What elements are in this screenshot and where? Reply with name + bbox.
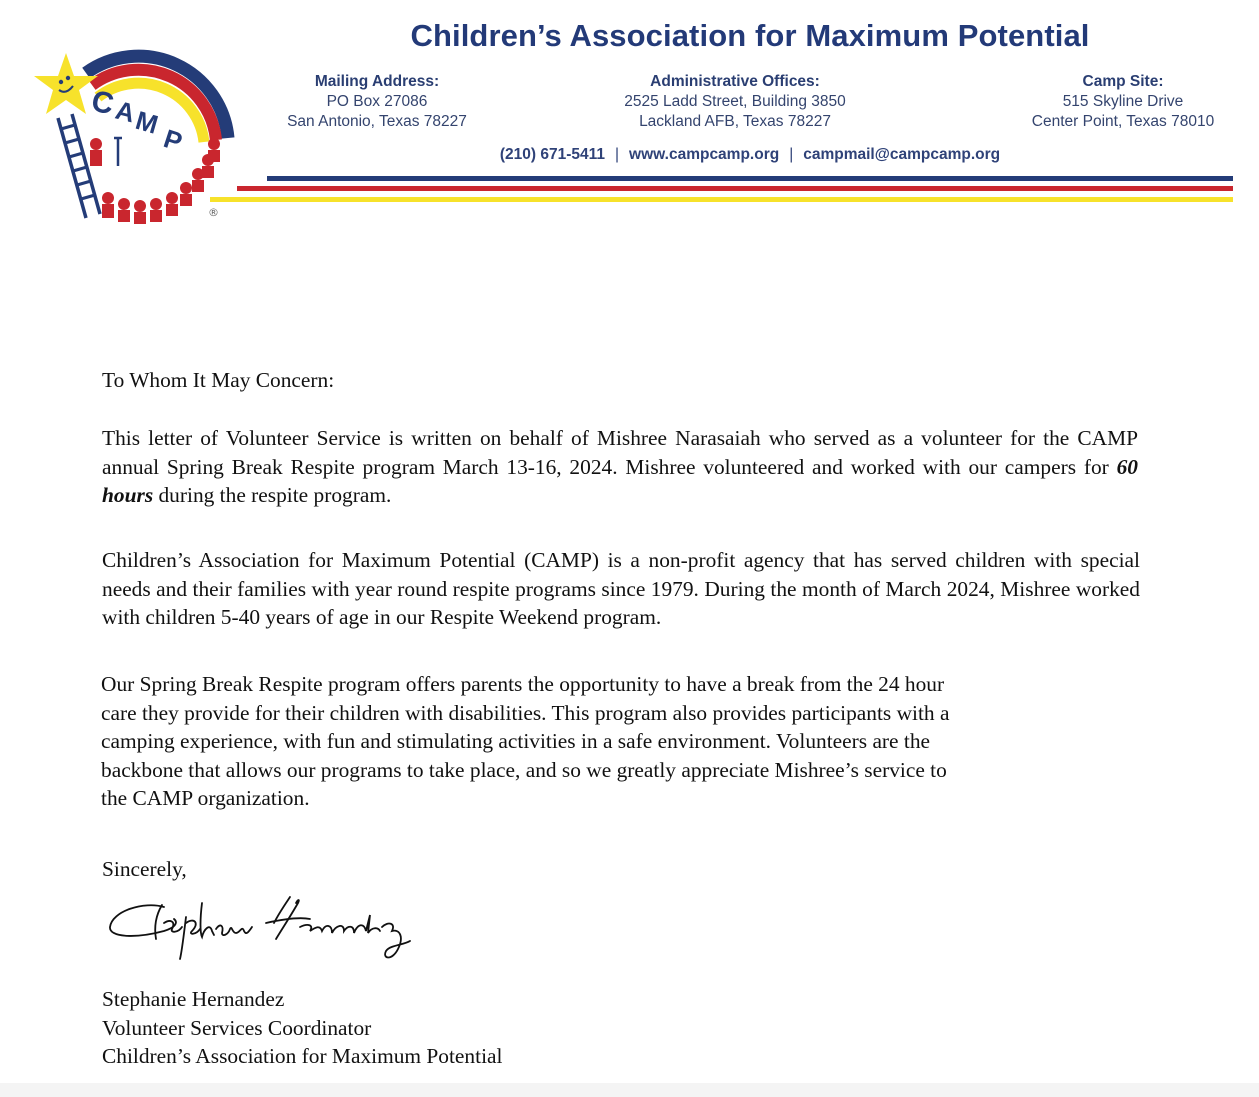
mailing-address-heading: Mailing Address:	[314, 73, 440, 90]
org-title: Children’s Association for Maximum Potential	[410, 18, 1090, 53]
page-bottom-edge	[0, 1083, 1259, 1097]
svg-text:M: M	[132, 104, 162, 140]
email-link[interactable]: campmail@campcamp.org	[803, 146, 1001, 163]
camp-logo-icon	[28, 28, 238, 228]
paragraph-spring-break-program	[101, 670, 1101, 813]
signature-icon	[104, 893, 424, 973]
signer-organization: Children’s Association for Maximum Potential	[102, 1044, 503, 1068]
phone-number: (210) 671-5411	[499, 146, 606, 163]
mailing-address	[262, 72, 492, 132]
stripe-blue	[267, 176, 1233, 181]
camp-site-line1: 515 Skyline Drive	[1062, 93, 1184, 110]
signer-name: Stephanie Hernandez	[102, 987, 285, 1011]
paragraph-line: backbone that allows our programs to take place, and so we greatly appreciate Mishree’s service to	[101, 757, 947, 782]
separator: |	[789, 146, 794, 163]
stripe-red	[237, 186, 1233, 191]
separator: |	[615, 146, 620, 163]
mailing-address-line1: PO Box 27086	[326, 93, 428, 110]
signer-title: Volunteer Services Coordinator	[102, 1015, 372, 1040]
closing: Sincerely,	[102, 857, 187, 881]
signer-block	[102, 985, 1142, 1071]
paragraph-line: care they provide for their children with disabilities. This program also provides participants with a	[101, 700, 950, 725]
hours-emphasis: 60 hours	[102, 454, 1138, 507]
paragraph-volunteer-service	[102, 424, 1138, 510]
website-link[interactable]: www.campcamp.org	[629, 146, 780, 163]
paragraph-line: Our Spring Break Respite program offers parents the opportunity to have a break from the 24 hour	[101, 672, 945, 696]
admin-offices-line1: 2525 Ladd Street, Building 3850	[624, 93, 846, 110]
mailing-address-line2: San Antonio, Texas 78227	[287, 113, 467, 130]
signature	[104, 893, 424, 973]
camp-site-address	[1008, 72, 1238, 132]
paragraph-about-camp: Children’s Association for Maximum Potential (CAMP) is a non-profit agency that has served children with special needs and their families with year round respite programs since 1979. During the month of March 2024, Mishree worked with children 5-40 years of age in our Respite Weekend program.	[102, 548, 1140, 629]
stripe-yellow	[210, 197, 1233, 202]
camp-site-line2: Center Point, Texas 78010	[1031, 113, 1215, 130]
registered-trademark: ®	[208, 206, 219, 219]
administrative-offices	[600, 72, 870, 132]
paragraph-line: camping experience, with fun and stimulating activities in a safe environment. Volunteers are the	[101, 729, 931, 753]
camp-logo	[28, 28, 238, 228]
paragraph-line: the CAMP organization.	[101, 786, 310, 810]
contact-line	[470, 146, 1030, 164]
svg-text:C: C	[88, 84, 117, 122]
paragraph-text: during the respite program.	[153, 483, 392, 507]
paragraph-text: This letter of Volunteer Service is written on behalf of Mishree Narasaiah who served as a volunteer for the CAMP annual Spring Break Respite program March 13-16, 2024. Mishree volunteered and worked with our campers for	[102, 426, 1138, 479]
camp-site-heading: Camp Site:	[1082, 73, 1164, 90]
admin-offices-heading: Administrative Offices:	[650, 73, 820, 90]
admin-offices-line2: Lackland AFB, Texas 78227	[639, 113, 831, 130]
svg-text:A: A	[112, 94, 139, 129]
svg-text:P: P	[160, 123, 186, 158]
salutation: To Whom It May Concern:	[102, 368, 335, 392]
